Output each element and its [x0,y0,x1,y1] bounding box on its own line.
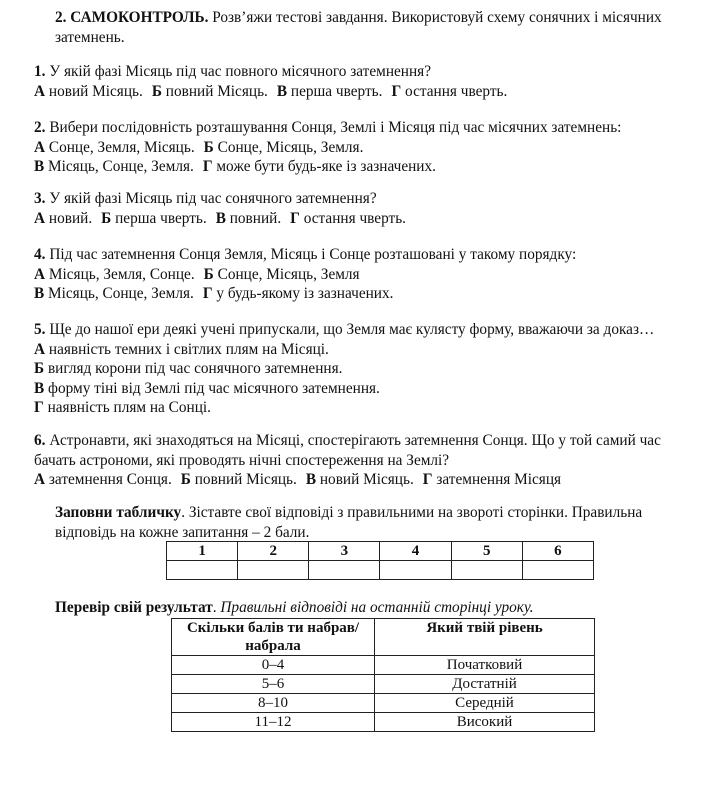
table-row [172,694,595,713]
option-letter: Г [202,158,213,175]
option-letter: А [34,209,46,227]
option-text: може бути будь-яке із зазначених. [216,158,436,175]
level-name: Початковий [375,656,595,675]
option-letter: Б [34,360,45,377]
answer-option [152,83,268,100]
option-text: перша чверть. [290,82,383,100]
option-text: остання чверть. [405,82,508,100]
question-prompt: У якій фазі Місяць під час повного місячного затемнення? [49,63,431,80]
answer-cell[interactable] [522,561,593,580]
question-number-cell: 3 [309,542,380,561]
option-text: новий Місяць. [319,471,414,488]
fill-text: . Зіставте свої відповіді з правильними на звороті сторінки. Правильна відповідь на кожне запитання – 2 бали. [55,504,643,541]
question-text [34,62,516,82]
answer-line [34,470,699,490]
answer-option [34,266,195,283]
answer-option [34,285,194,302]
answer-line [34,138,621,158]
answer-line [34,379,654,399]
option-letter: Г [422,471,433,488]
answer-option [277,83,383,100]
answer-option [203,285,394,302]
question-number-cell: 1 [167,542,238,561]
option-text: перша чверть. [115,209,207,227]
option-text: остання чверть. [303,209,406,227]
question-text [34,118,621,138]
question-number-cell: 6 [522,542,593,561]
option-text: вигляд корони під час сонячного затемнення. [47,360,343,377]
score-level-table [171,618,595,732]
option-text: наявність плям на Сонці. [47,399,211,416]
question-3 [34,189,415,228]
answer-option [34,139,195,156]
option-text: повний Місяць. [194,471,297,488]
fill-table-instructions [55,503,705,542]
score-header: Скільки балів ти набрав/набрала [172,619,375,656]
question-prompt: Астронавти, які знаходяться на Місяці, спостерігають затемнення Сонця. Що у той самий час бачать астрономи, які проводять нічні спостереження на Землі? [34,432,661,469]
question-number-cell: 5 [451,542,522,561]
answer-line [34,398,654,418]
option-letter: В [34,285,45,302]
table-row [172,675,595,694]
option-letter: В [276,82,288,100]
question-6 [34,431,699,490]
option-text: новий. [48,209,93,227]
question-number: 3. [34,190,46,207]
answer-option [101,210,207,227]
question-5 [34,320,654,418]
answer-option [34,83,143,100]
option-text: форму тіні від Землі під час місячного затемнення. [48,379,380,397]
answer-option [34,380,380,397]
answer-option [216,210,281,227]
option-text: затемнення Місяця [436,471,562,488]
option-text: повний Місяць. [165,82,268,100]
answer-option [34,158,194,175]
question-prompt: У якій фазі Місяць під час сонячного затемнення? [49,190,377,207]
question-text [34,320,654,340]
answer-cell[interactable] [309,561,380,580]
option-letter: Г [290,209,300,227]
check-title: Перевір свій результат [55,599,213,616]
answer-option [423,471,561,488]
option-letter: Б [203,138,214,156]
answer-option [290,210,406,227]
question-prompt: Під час затемнення Сонця Земля, Місяць і Сонце розташовані у такому порядку: [49,246,577,263]
section-title: 2. САМОКОНТРОЛЬ. [55,9,209,26]
answer-option [204,266,360,283]
option-text: затемнення Сонця. [48,471,172,488]
option-letter: Б [101,209,112,227]
question-prompt: Вибери послідовність розташування Сонця, Землі і Місяця під час місячних затемнень: [49,119,622,136]
answer-line [34,340,654,360]
option-letter: А [34,82,46,100]
score-range: 5–6 [172,675,375,694]
question-prompt: Ще до нашої ери деякі учені припускали, що Земля має кулясту форму, вважаючи за доказ… [49,321,655,338]
check-note: Правильні відповіді на останній сторінці уроку. [220,599,534,616]
score-range: 11–12 [172,713,375,732]
option-letter: Б [203,265,214,283]
option-letter: В [215,209,226,227]
answer-cell[interactable] [167,561,238,580]
option-letter: А [34,265,46,283]
answer-line [34,265,576,285]
answer-cell[interactable] [238,561,309,580]
answer-option [34,210,92,227]
question-number-cell: 2 [238,542,309,561]
option-letter: Г [202,285,213,302]
option-letter: В [34,158,45,175]
option-text: повний. [229,209,282,227]
score-range: 0–4 [172,656,375,675]
answer-option [203,158,436,175]
table-row [172,713,595,732]
answer-line [34,209,415,229]
question-text [34,189,415,209]
question-number: 6. [34,432,46,449]
answer-line [34,157,621,177]
answer-line [34,82,516,102]
question-text [34,245,576,265]
option-text: Місяць, Сонце, Земля. [48,158,194,175]
option-text: Сонце, Земля, Місяць. [48,138,195,156]
answer-option [181,471,297,488]
score-range: 8–10 [172,694,375,713]
answer-option [306,471,414,488]
fill-title: Заповни табличку [55,504,182,521]
option-text: новий Місяць. [48,82,143,100]
option-text: Сонце, Місяць, Земля [217,265,360,283]
answer-option [34,341,329,358]
option-text: наявність темних і світлих плям на Місяці. [48,340,329,358]
option-text: Місяць, Земля, Сонце. [48,265,195,283]
section-instructions: Розв’яжи тестові завдання. Використовуй схему сонячних і місячних затемнень. [55,9,662,46]
answer-option [34,360,342,377]
option-letter: А [34,138,46,156]
option-text: Сонце, Місяць, Земля. [217,138,364,156]
question-number: 4. [34,246,46,263]
answer-option [34,399,211,416]
answer-cell[interactable] [380,561,451,580]
question-text [34,431,699,470]
option-letter: Г [34,399,44,416]
question-4 [34,245,576,304]
option-letter: А [34,340,46,358]
answer-cell[interactable] [451,561,522,580]
answer-line [34,359,654,379]
answers-table [166,541,594,580]
level-name: Високий [375,713,595,732]
answer-option [34,471,172,488]
question-1 [34,62,516,101]
option-letter: В [34,379,45,397]
level-header: Який твій рівень [375,619,595,656]
question-number: 2. [34,119,46,136]
option-letter: В [305,471,317,488]
question-number: 5. [34,321,46,338]
option-text: у будь-якому із зазначених. [216,285,394,302]
option-letter: Б [151,82,162,100]
option-letter: Г [391,82,402,100]
answer-line [34,284,576,304]
question-number-cell: 4 [380,542,451,561]
answer-option [204,139,364,156]
table-row [172,656,595,675]
answer-option [391,83,507,100]
question-2 [34,118,621,177]
option-text: Місяць, Сонце, Земля. [48,285,194,302]
option-letter: А [34,471,46,488]
question-number: 1. [34,63,46,80]
option-letter: Б [180,471,191,488]
check-result-line: Перевір свій результат. Правильні відповіді на останній сторінці уроку. [55,599,534,616]
section-header [55,8,705,47]
level-name: Середній [375,694,595,713]
level-name: Достатній [375,675,595,694]
